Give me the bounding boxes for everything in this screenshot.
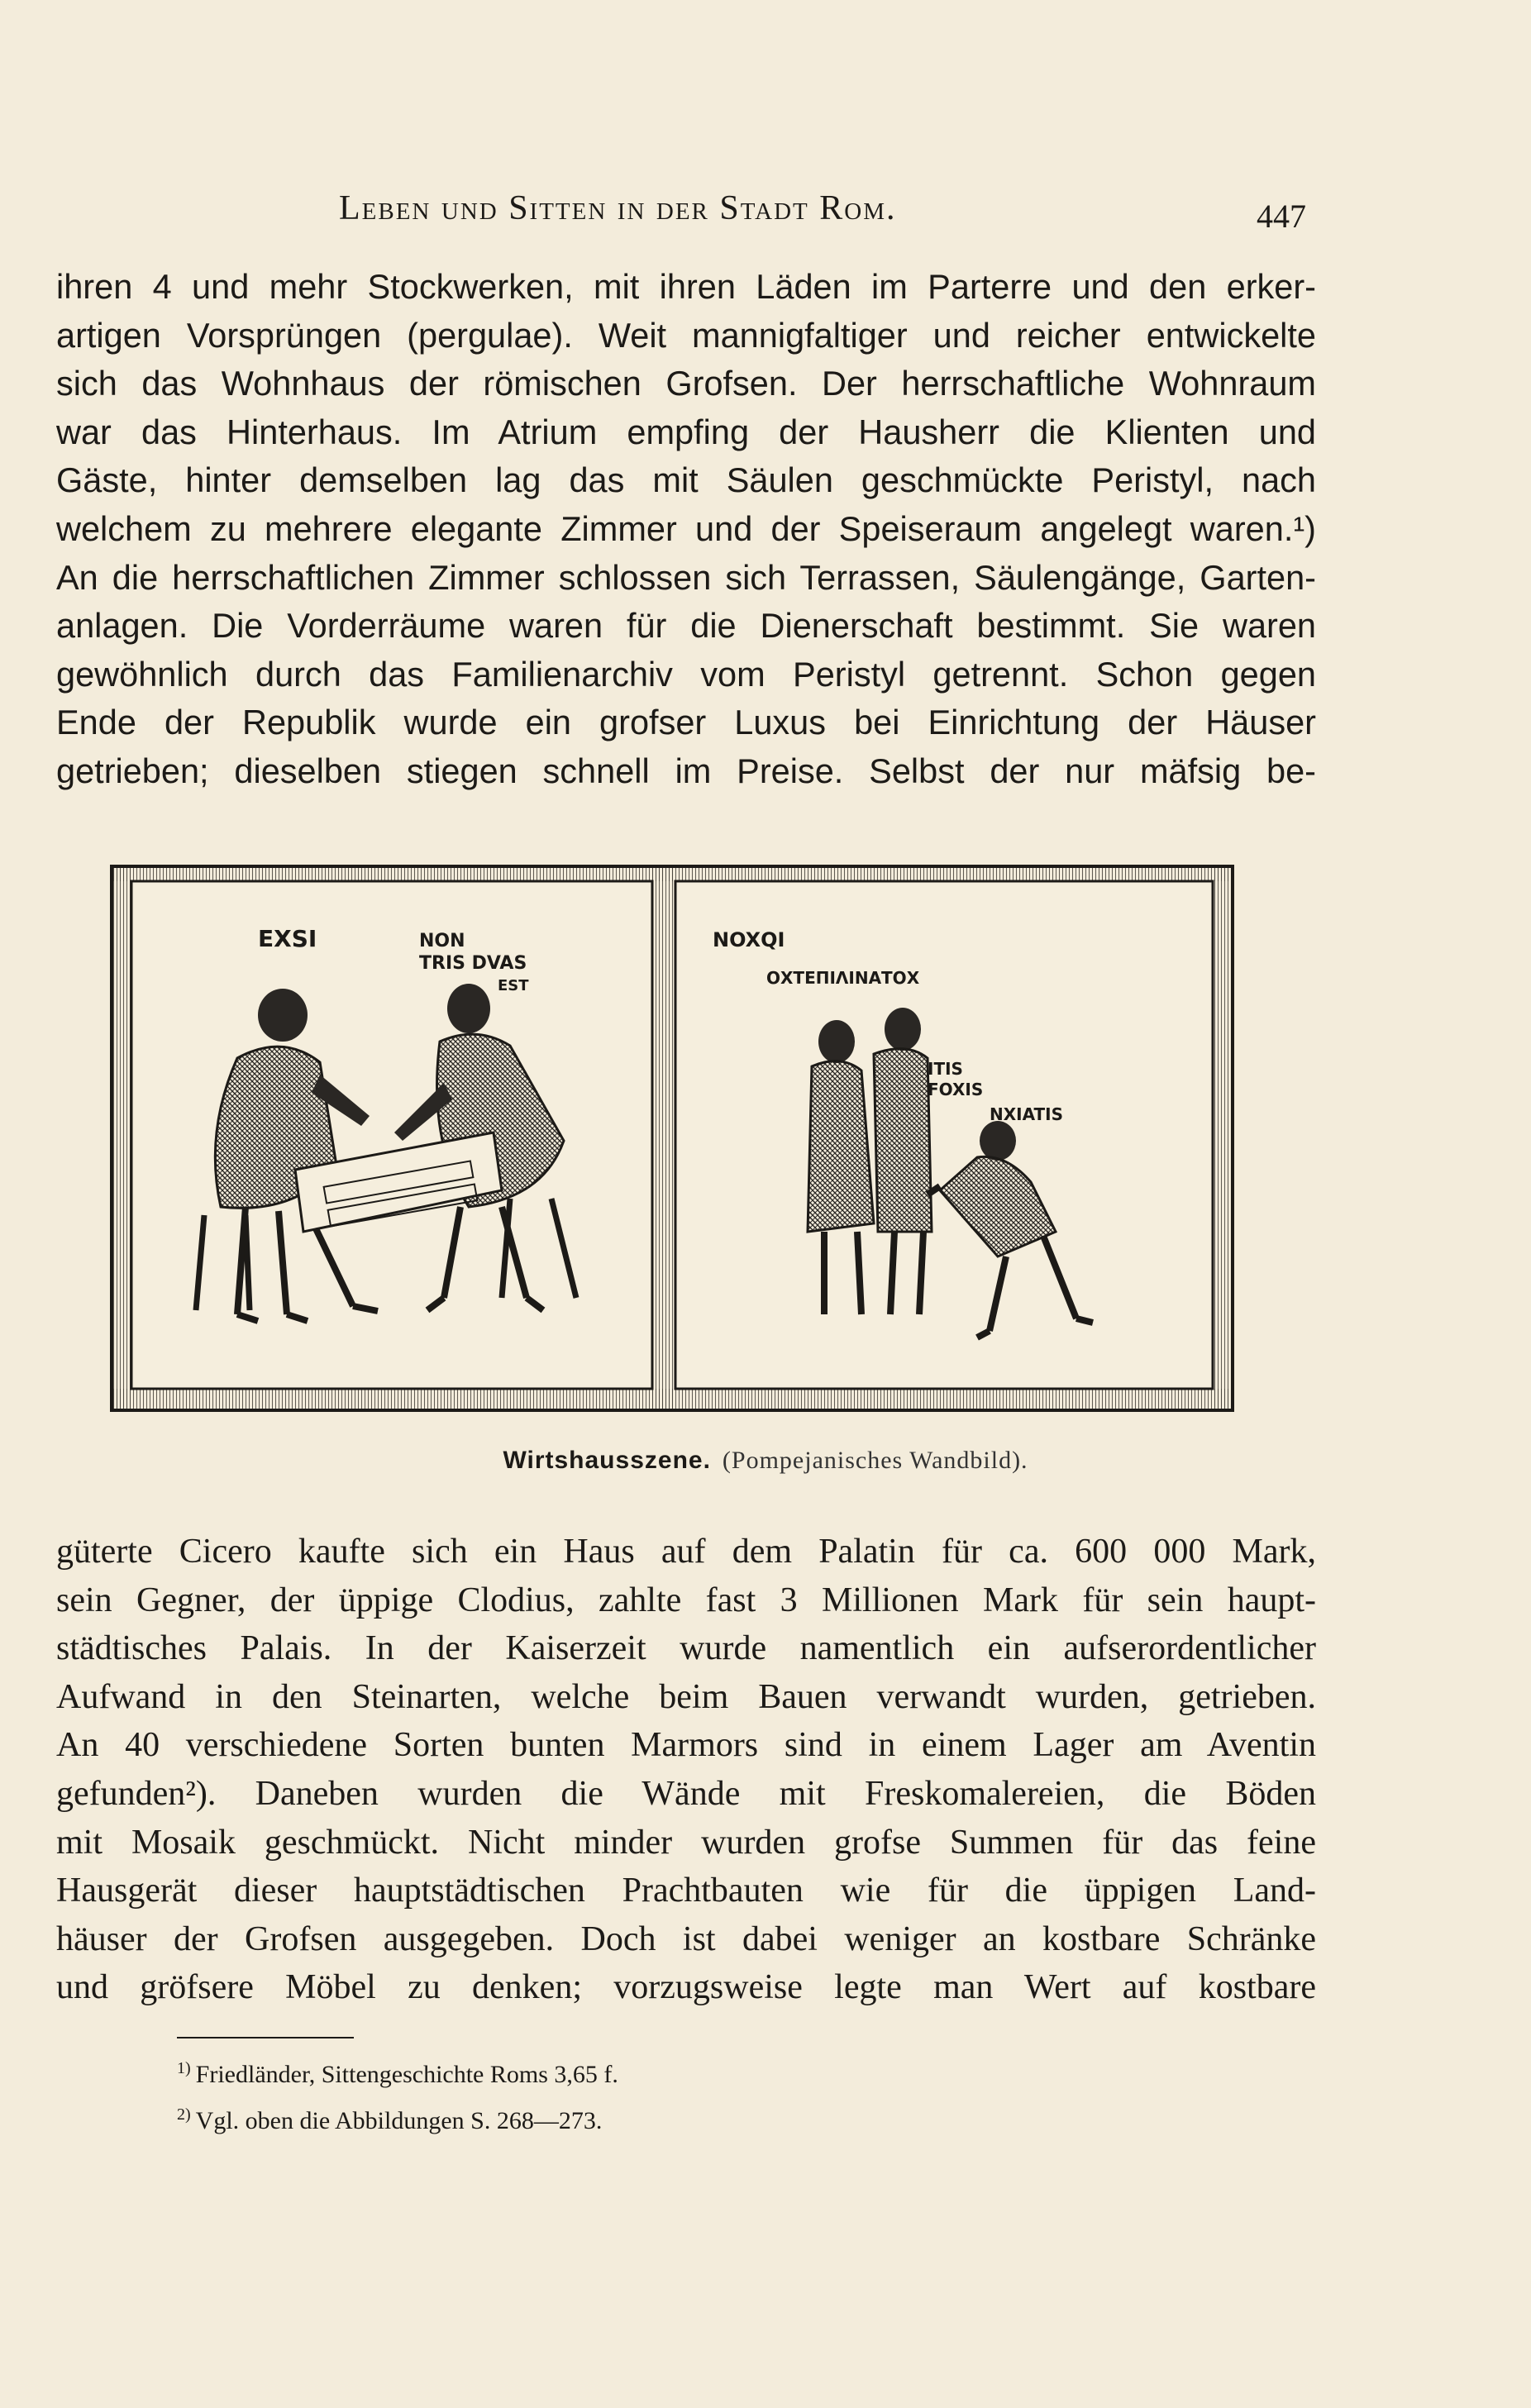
inscription-itis: ITIS (928, 1059, 963, 1079)
inscription-tris-dvas: TRIS DVAS (419, 953, 527, 974)
text-line: häuser der Grofsen ausgegeben. Doch ist dabei weniger an kostbare Schränke (56, 1919, 1316, 1958)
footnote-mark: 1) (177, 2059, 191, 2077)
text-line: städtisches Palais. In der Kaiserzeit wurde namentlich ein aufserordentlicher (56, 1629, 1316, 1668)
fresco-illustration (113, 868, 1231, 1409)
text-line: welchem zu mehrere elegante Zimmer und der Speiseraum angelegt waren.¹) (56, 508, 1316, 548)
inscription-greek-line: ΟΧΤΕΠΙΛΙΝΑΤΟΧ (766, 968, 920, 988)
text-line: artigen Vorsprüngen (pergulae). Weit mannigfaltiger und reicher entwickelte (56, 315, 1316, 355)
text-line: Ende der Republik wurde ein grofser Luxus bei Einrichtung der Häuser (56, 703, 1316, 742)
inscription-nxiatis: NXIATIS (990, 1104, 1064, 1124)
text-line: Hausgerät dieser hauptstädtischen Prachtbauten wie für die üppigen Land- (56, 1872, 1316, 1910)
inscription-non: NON (419, 931, 465, 951)
text-line: war das Hinterhaus. Im Atrium empfing der Hausherr die Klienten und (56, 412, 1316, 451)
text-line: anlagen. Die Vorderräume waren für die Dienerschaft bestimmt. Sie waren (56, 606, 1316, 646)
text-line: getrieben; dieselben stiegen schnell im Preise. Selbst der nur mäfsig be- (56, 751, 1316, 790)
caption-title: Wirtshausszene. (503, 1447, 711, 1474)
footnote-text: Friedländer, Sittengeschichte Roms 3,65 f. (195, 2061, 618, 2088)
paragraph-bottom (56, 1528, 1316, 2012)
footnote-mark: 2) (177, 2105, 191, 2124)
footnote (177, 2048, 618, 2095)
footnote-text: Vgl. oben die Abbildungen S. 268—273. (195, 2107, 603, 2134)
inscription-noxqi: NOXQI (713, 928, 785, 951)
text-line: Gäste, hinter demselben lag das mit Säulen geschmückte Peristyl, nach (56, 460, 1316, 500)
tavern-scene-figure (110, 865, 1234, 1412)
footnote (177, 2095, 618, 2141)
running-head: Leben und Sitten in der Stadt Rom. (339, 189, 897, 227)
footnotes (177, 2048, 618, 2141)
text-line: An die herrschaftlichen Zimmer schlossen sich Terrassen, Säulengänge, Garten- (56, 557, 1316, 597)
text-line: mit Mosaik geschmückt. Nicht minder wurden grofse Summen für das feine (56, 1823, 1316, 1862)
text-line: sich das Wohnhaus der römischen Grofsen. Der herrschaftliche Wohnraum (56, 364, 1316, 403)
text-line: gefunden²). Daneben wurden die Wände mit Freskomalereien, die Böden (56, 1774, 1316, 1813)
text-line: güterte Cicero kaufte sich ein Haus auf dem Palatin für ca. 600 000 Mark, (56, 1533, 1316, 1571)
inscription-est: EST (498, 977, 529, 994)
text-line: gewöhnlich durch das Familienarchiv vom Peristyl getrennt. Schon gegen (56, 654, 1316, 694)
inscription-exsi: EXSI (258, 925, 317, 952)
footnote-divider (177, 2037, 354, 2038)
page-number: 447 (1257, 198, 1306, 235)
text-line: Aufwand in den Steinarten, welche beim Bauen verwandt wurden, getrieben. (56, 1677, 1316, 1716)
paragraph-top (56, 263, 1316, 796)
caption-source: (Pompejanisches Wandbild). (722, 1447, 1028, 1474)
text-line: sein Gegner, der üppige Clodius, zahlte fast 3 Millionen Mark für sein haupt- (56, 1581, 1316, 1619)
inscription-foxis: FOXIS (928, 1080, 984, 1099)
figure-caption (0, 1447, 1531, 1475)
text-line: ihren 4 und mehr Stockwerken, mit ihren Läden im Parterre und den erker- (56, 267, 1316, 306)
text-line: und gröfsere Möbel zu denken; vorzugsweise legte man Wert auf kostbare (56, 1968, 1316, 2007)
text-line: An 40 verschiedene Sorten bunten Marmors sind in einem Lager am Aventin (56, 1726, 1316, 1765)
